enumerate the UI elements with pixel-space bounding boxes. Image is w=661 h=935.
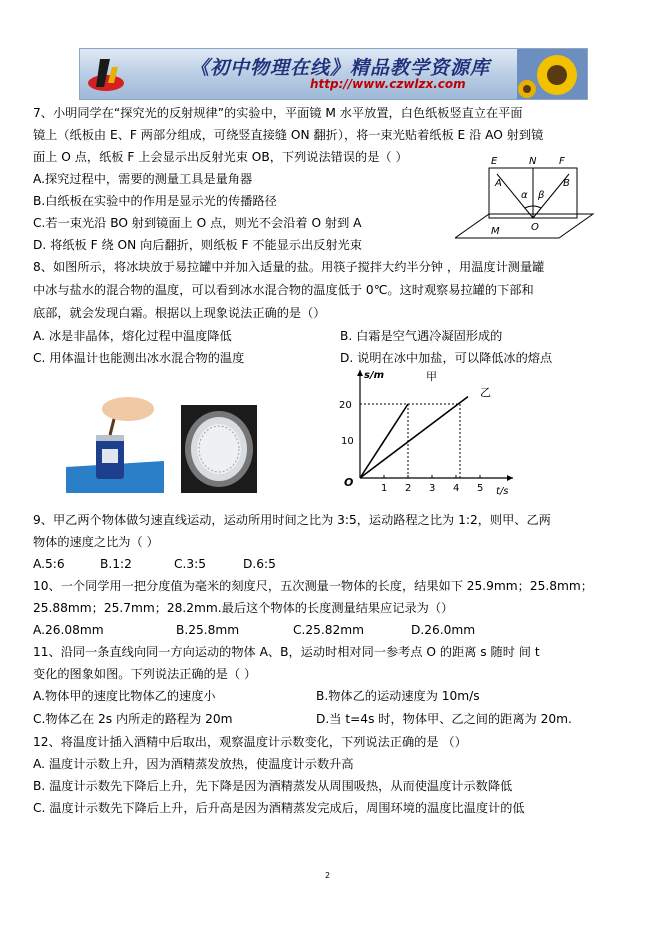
sunflower-icon (517, 49, 587, 99)
q11-option-a: A.物体甲的速度比物体乙的速度小 (33, 689, 216, 703)
x-tick-label: 5 (477, 483, 484, 494)
q12-option-c: C. 温度计示数先下降后上升，后升高是因为酒精蒸发完成后，周围环境的温度比温度计的低 (33, 801, 525, 815)
frost-can-photo (181, 405, 257, 493)
q8-option-a: A. 冰是非晶体，熔化过程中温度降低 (33, 329, 232, 343)
q7-line-1: 7、小明同学在“探究光的反射规律”的实验中，平面镜 M 水平放置，白色纸板竖直立在平面 (33, 106, 523, 120)
q9-option-b: B.1:2 (100, 557, 132, 571)
q12-option-b: B. 温度计示数先下降后上升，先下降是因为酒精蒸发从周围吸热，从而使温度计示数降低 (33, 779, 513, 793)
q8-option-b: B. 白霜是空气遇冷凝固形成的 (340, 329, 503, 343)
series-jia-line (360, 404, 408, 478)
q10-line-2: 25.88mm；25.7mm；28.2mm.最后这个物体的长度测量结果应记录为（） (33, 601, 454, 615)
q7-line-2: 镜上（纸板由 E、F 两部分组成，可绕竖直接缝 ON 翻折），将一束光贴着纸板 E 沿 AO 射到镜 (33, 128, 544, 142)
label-f: F (559, 156, 565, 167)
x-tick-label: 1 (381, 483, 388, 494)
label-n: N (529, 156, 537, 167)
banner-url[interactable]: http://www.czwlzx.com (310, 77, 466, 91)
q8-line-3: 底部，就会发现白霜。根据以上现象说法正确的是（） (33, 306, 326, 320)
reflection-diagram (455, 152, 595, 250)
q7-option-b: B.白纸板在实验中的作用是显示光的传播路径 (33, 194, 277, 208)
q9-line-1: 9、甲乙两个物体做匀速直线运动，运动所用时间之比为 3:5，运动路程之比为 1:2，则甲、乙两 (33, 513, 551, 527)
q12-line-1: 12、将温度计插入酒精中后取出，观察温度计示数变化，下列说法正确的是 （） (33, 735, 467, 749)
series-yi-line (360, 397, 468, 478)
label-beta: β (538, 190, 545, 201)
q10-option-c: C.25.82mm (293, 623, 365, 637)
series-jia-label: 甲 (426, 370, 437, 383)
q9-option-d: D.6:5 (243, 557, 276, 571)
origin-label: O (344, 476, 354, 489)
x-tick-label: 3 (429, 483, 436, 494)
logo-icon (86, 53, 126, 95)
page-number: 2 (325, 871, 331, 880)
x-tick-label: 2 (405, 483, 412, 494)
x-axis-label: t/s (496, 486, 509, 497)
banner-title: 《初中物理在线》精品教学资源库 (190, 57, 491, 79)
label-e: E (491, 156, 498, 167)
y-axis-label: s/m (364, 370, 385, 381)
label-o: O (531, 222, 539, 233)
q7-option-c: C.若一束光沿 BO 射到镜面上 O 点，则光不会沿着 O 射到 A (33, 216, 362, 230)
q10-line-1: 10、一个同学用一把分度值为毫米的刻度尺，五次测量一物体的长度，结果如下 25.9mm；25.8mm； (33, 579, 593, 593)
label-a: A (495, 178, 502, 189)
q8-option-c: C. 用体温计也能测出冰水混合物的温度 (33, 351, 245, 365)
q8-line-1: 8、如图所示，将冰块放于易拉罐中并加入适量的盐。用筷子搅拌大约半分钟 ，用温度计测量罐 (33, 260, 545, 274)
q11-option-b: B.物体乙的运动速度为 10m/s (316, 689, 480, 703)
q11-option-c: C.物体乙在 2s 内所走的路程为 20m (33, 712, 233, 726)
q9-line-2: 物体的速度之比为（ ） (33, 535, 159, 549)
q8-option-d: D. 说明在冰中加盐，可以降低冰的熔点 (340, 351, 553, 365)
q10-option-b: B.25.8mm (176, 623, 240, 637)
y-tick-10: 10 (341, 436, 354, 447)
series-yi-label: 乙 (480, 386, 491, 399)
q7-option-d: D. 将纸板 F 绕 ON 向后翻折，则纸板 F 不能显示出反射光束 (33, 238, 363, 252)
label-b: B (563, 178, 570, 189)
can-stirring-photo (66, 395, 164, 493)
label-m: M (491, 226, 500, 237)
q9-option-c: C.3:5 (174, 557, 206, 571)
q10-option-d: D.26.0mm (411, 623, 476, 637)
q11-line-2: 变化的图象如图。下列说法正确的是（ ） (33, 667, 257, 681)
q8-line-2: 中冰与盐水的混合物的温度，可以看到冰水混合物的温度低于 0℃。这时观察易拉罐的下部和 (33, 283, 534, 297)
y-tick-20: 20 (339, 400, 352, 411)
q9-option-a: A.5:6 (33, 557, 65, 571)
q11-option-d: D.当 t=4s 时，物体甲、乙之间的距离为 20m. (316, 712, 572, 726)
q10-option-a: A.26.08mm (33, 623, 104, 637)
q7-line-3: 面上 O 点，纸板 F 上会显示出反射光束 OB，下列说法错误的是（ ） (33, 150, 408, 164)
label-alpha: α (521, 190, 528, 201)
x-tick-label: 4 (453, 483, 460, 494)
distance-time-graph (338, 366, 518, 500)
q7-option-a: A.探究过程中，需要的测量工具是量角器 (33, 172, 253, 186)
q11-line-1: 11、沿同一条直线向同一方向运动的物体 A、B，运动时相对同一参考点 O 的距离 s 随时 间 t (33, 645, 540, 659)
q12-option-a: A. 温度计示数上升，因为酒精蒸发放热，使温度计示数升高 (33, 757, 354, 771)
header-banner (79, 48, 588, 100)
